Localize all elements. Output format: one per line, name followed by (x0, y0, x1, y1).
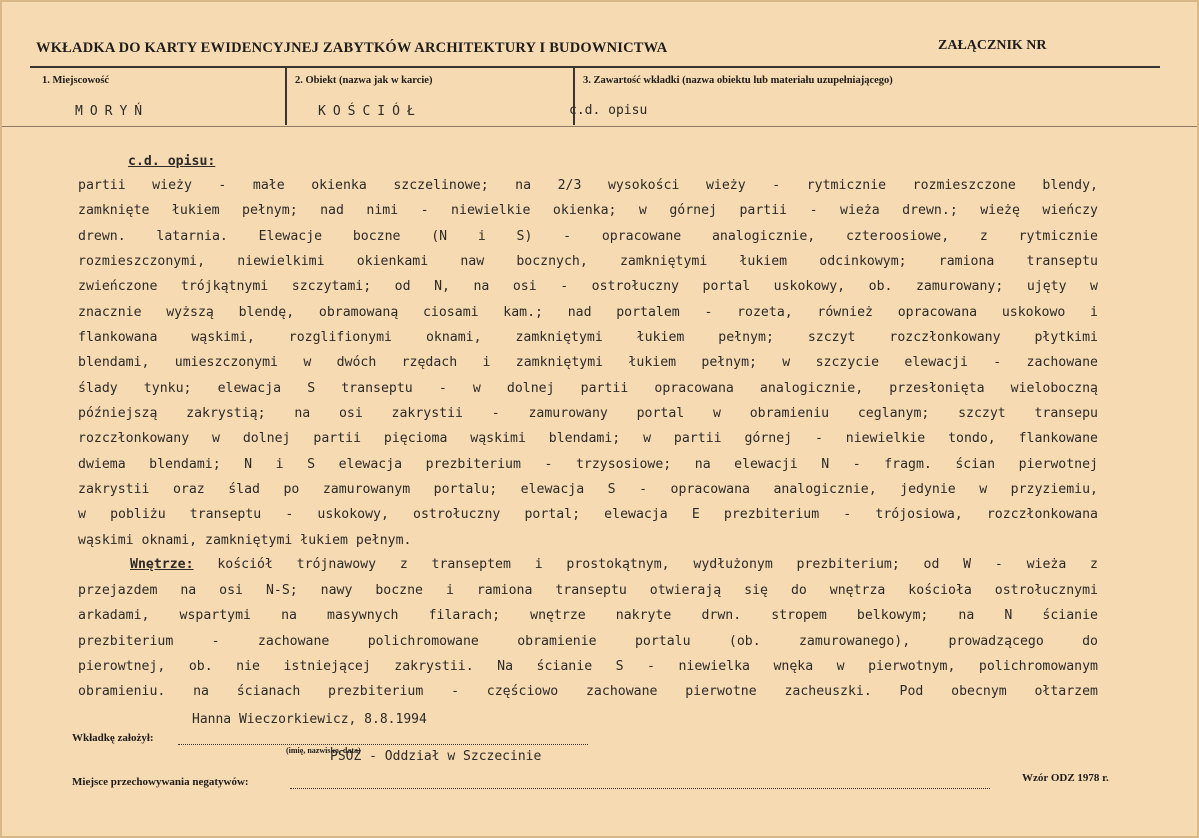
author-hint: (imię, nazwisko, data) (286, 746, 361, 755)
content-value: c.d. opisu (569, 103, 648, 118)
interior-line-4: pierowtnej, ob. nie istniejącej zakrystii. Na ścianie S - niewielka wnęka w pierwotnym, polichromowanym (78, 659, 1098, 674)
body-line-9: ślady tynku; elewacja S transeptu - w dolnej partii opracowana analogicznie, przesłonięta wieloboczną (78, 381, 1098, 396)
body-line-8: blendami, umieszczonymi w dwóch rzędach i zamkniętymi łukiem pełnym; w szczycie elewacji - zachowane (78, 355, 1098, 370)
form-note: Wzór ODZ 1978 r. (1022, 772, 1109, 784)
location-label: 1. Miejscowość (42, 75, 110, 86)
interior-heading: Wnętrze: (130, 557, 194, 572)
body-line-15: wąskimi oknami, zamkniętymi łukiem pełnym. (78, 533, 412, 548)
form-title: WKŁADKA DO KARTY EWIDENCYJNEJ ZABYTKÓW ARCHITEKTURY I BUDOWNICTWA (36, 40, 668, 56)
interior-line-1: przejazdem na osi N-S; nawy boczne i ramiona transeptu otwierają się do wnętrza kościoła ostrołucznymi (78, 583, 1098, 598)
body-line-7: flankowana wąskimi, rozglifionymi oknami, zamkniętymi łukiem pełnym; szczyt rozczłonkowany płytkimi (78, 330, 1098, 345)
interior-first-text: kościół trójnawowy z transeptem i prostokątnym, wydłużonym prezbiterium; od W - wieża z (217, 557, 1098, 572)
body-line-1: partii wieży - małe okienka szczelinowe; na 2/3 wysokości wieży - rytmicznie rozmieszczone blendy, (78, 178, 1098, 193)
body-line-4: rozmieszczonymi, niewielkimi okienkami naw bocznych, zamkniętymi łukiem odcinkowym; ramiona transeptu (78, 254, 1098, 269)
interior-line-2: arkadami, wspartymi na masywnych filarach; wnętrze nakryte drwn. stropem belkowym; na N ścianie (78, 608, 1098, 623)
author-label: Wkładkę założył: (72, 732, 154, 744)
author-value: Hanna Wieczorkiewicz, 8.8.1994 (192, 712, 427, 727)
body-line-11: rozczłonkowany w dolnej partii pięcioma wąskimi blendami; w partii górnej - niewielkie tondo, flankowane (78, 431, 1098, 446)
location-value: MORYŃ (75, 104, 150, 119)
body-line-2: zamknięte łukiem pełnym; nad nimi - niewielkie okienka; w górnej partii - wieża drewn.; wieżę wieńczy (78, 203, 1098, 218)
body-line-6: znacznie wyższą blendę, obramowaną ciosami kam.; nad portalem - rozeta, również opracowana uskokowo i (78, 305, 1098, 320)
annex-label: ZAŁĄCZNIK NR (938, 38, 1047, 53)
body-line-5: zwieńczone trójkątnymi szczytami; od N, na osi - ostrołuczny portal uskokowy, ob. zamurowany; ujęty w (78, 279, 1098, 294)
institution-value: PSOZ - Oddział w Szczecinie (330, 749, 542, 764)
body-line-13: zakrystii oraz ślad po zamurowanym portalu; elewacja S - opracowana analogicznie, jedynie w przyziemiu, (78, 482, 1098, 497)
body-line-10: późniejszą zakrystią; na osi zakrystii - zamurowany portal w obramieniu ceglanym; szczyt transepu (78, 406, 1098, 421)
storage-label: Miejsce przechowywania negatywów: (72, 776, 249, 788)
object-label: 2. Obiekt (nazwa jak w karcie) (295, 75, 433, 86)
section-heading: c.d. opisu: (128, 154, 216, 169)
content-label: 3. Zawartość wkładki (nazwa obiektu lub materiału uzupełniającego) (583, 75, 893, 86)
interior-line-5: obramieniu. na ścianach prezbiterium - częściowo zachowane pierwotne zacheuszki. Pod obecnym ołtarzem (78, 684, 1098, 699)
body-line-14: w pobliżu transeptu - uskokowy, ostrołuczny portal; elewacja E prezbiterium - trójosiowa, rozczłonkowana (78, 507, 1098, 522)
object-value: KOŚCIÓŁ (318, 104, 422, 119)
interior-line-3: prezbiterium - zachowane polichromowane obramienie portalu (ob. zamurowanego), prowadzącego do (78, 634, 1098, 649)
body-line-12: dwiema blendami; N i S elewacja prezbiterium - trzysosiowe; na elewacji N - fragm. ścian pierwotnej (78, 457, 1098, 472)
body-line-3: drewn. latarnia. Elewacje boczne (N i S) - opracowane analogicznie, czteroosiowe, z rytmicznie (78, 229, 1098, 244)
